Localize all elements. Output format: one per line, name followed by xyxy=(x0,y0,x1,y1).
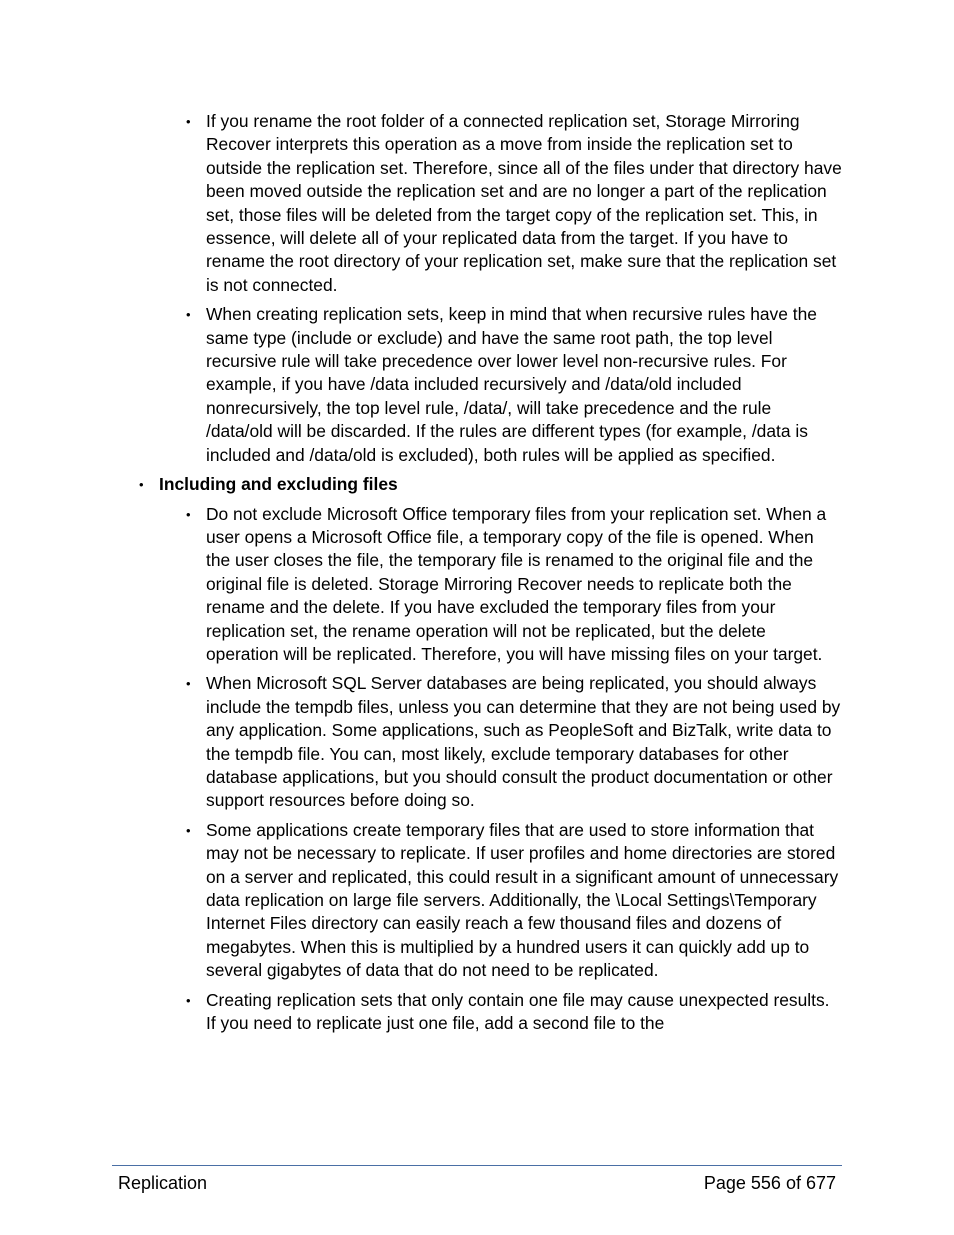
bullet-icon: • xyxy=(139,477,144,493)
bullet-icon: • xyxy=(186,992,191,1008)
bullet-text: Creating replication sets that only contain one file may cause unexpected results. If you need to replicate just one file, add a second file to the xyxy=(206,989,830,1034)
bullet-heading-text: Including and excluding files xyxy=(159,474,398,495)
bullet-item-rename-root-folder xyxy=(186,110,842,297)
bullet-text: Some applications create temporary files that are used to store information that may not be necessary to replicate. If user profiles and home directories are stored on a server and replicated, this could result in a significant amount of unnecessary data replication on large file servers. Additionally, the \Local Settings\Temporary Internet Files directory can easily reach a few thousand files and dozens of megabytes. When this is multiplied by a hundred users it can quickly add up to several gigabytes of data that do not need to be replicated. xyxy=(206,819,839,981)
bullet-text: If you rename the root folder of a connected replication set, Storage Mirroring Recover interprets this operation as a move from inside the replication set to outside the replication set. Therefore, since all of the files under that directory have been moved outside the replication set and are no longer a part of the replication set, those files will be deleted from the target copy of the replication set. This, in essence, will delete all of your replicated data from the target. If you have to rename the root directory of your replication set, make sure that the replication set is not connected. xyxy=(206,111,842,295)
page-body xyxy=(0,110,954,1041)
bullet-icon: • xyxy=(186,307,191,323)
bullet-item-office-temp-files xyxy=(186,503,842,667)
bullet-text: When Microsoft SQL Server databases are being replicated, you should always include the tempdb files, unless you can determine that they are not being used by any application. Some applications, such as PeopleSoft and BizTalk, write data to the tempdb file. You can, most likely, exclude temporary databases for other database applications, but you should consult the product documentation or other support resources before doing so. xyxy=(206,673,841,811)
bullet-text: When creating replication sets, keep in mind that when recursive rules have the same type (include or exclude) and have the same root path, the top level recursive rule will take precedence over lower level non-recursive rules. For example, if you have /data included recursively and /data/old included nonrecursively, the top level rule, /data/, will take precedence and the rule /data/old will be discarded. If the rules are different types (for example, /data is included and /data/old is excluded), both rules will be applied as specified. xyxy=(206,304,817,465)
bullet-icon: • xyxy=(186,114,191,129)
bullet-icon: • xyxy=(186,506,191,522)
bullet-item-sql-tempdb xyxy=(186,672,842,812)
footer-section-title: Replication xyxy=(118,1173,208,1193)
bullet-icon: • xyxy=(186,822,191,838)
footer-divider xyxy=(112,1165,842,1166)
bullet-text: Do not exclude Microsoft Office temporary files from your replication set. When a user opens a Microsoft Office file, a temporary copy of the file is opened. When the user closes the file, the temporary file is renamed to the original file and the original file is deleted. Storage Mirroring Recover needs to replicate both the rename and the delete. If you have excluded the temporary files from your replication set, the rename operation will not be replicated, but the delete operation will be replicated. Therefore, you will have missing files on your target. xyxy=(206,503,827,664)
footer-page-number: Page 556 of 677 xyxy=(703,1173,836,1193)
bullet-item-single-file-sets xyxy=(186,989,842,1036)
bullet-item-recursive-rules xyxy=(186,303,842,467)
bullet-icon: • xyxy=(186,676,191,692)
bullet-heading-including-excluding-files xyxy=(139,473,842,496)
bullet-item-temp-files-profiles xyxy=(186,819,842,983)
